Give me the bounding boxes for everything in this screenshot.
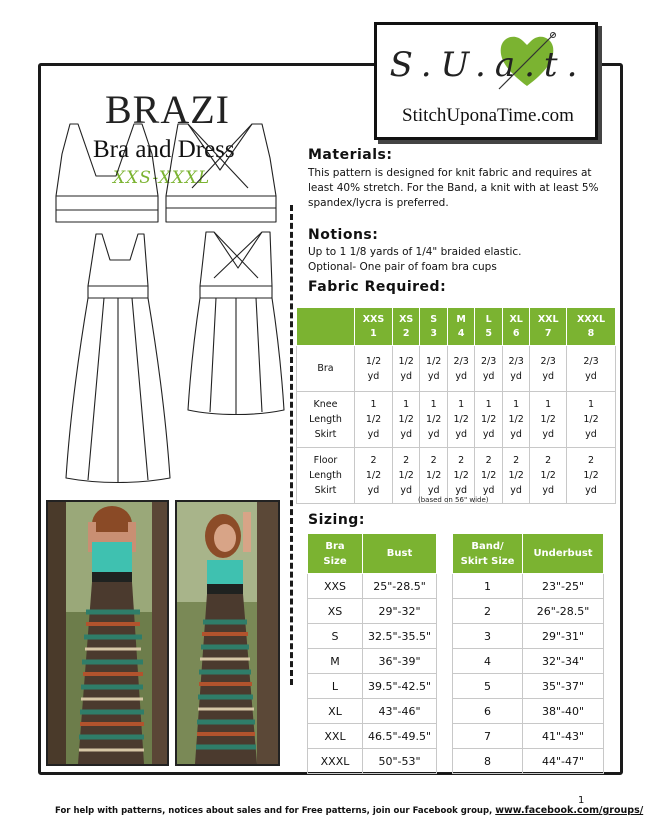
underbust-cell: 35"-37" <box>523 674 604 699</box>
pattern-subtitle: Bra and Dress <box>93 136 235 163</box>
notions-text <box>308 245 522 275</box>
table-row <box>308 599 437 624</box>
table-row <box>308 574 437 599</box>
fabric-cell: 2/3 yd <box>475 346 502 392</box>
fabric-cell: 2 1/2 yd <box>392 448 419 504</box>
fabric-cell: 2/3 yd <box>530 346 567 392</box>
table-row <box>308 624 437 649</box>
model-photo-front <box>175 500 280 766</box>
bust-cell: 43"-46" <box>363 699 437 724</box>
garment-line-drawings <box>48 118 288 490</box>
underbust-cell: 23"-25" <box>523 574 604 599</box>
table-row <box>453 749 604 774</box>
table-row <box>308 749 437 774</box>
underbust-cell: 44"-47" <box>523 749 604 774</box>
bust-cell: 50"-53" <box>363 749 437 774</box>
fabric-cell: 2 1/2 yd <box>420 448 447 504</box>
model-photo-back <box>46 500 169 766</box>
fabric-row-label: Floor Length Skirt <box>297 448 355 504</box>
bust-cell: 39.5"-42.5" <box>363 674 437 699</box>
table-row <box>308 699 437 724</box>
bust-cell: 29"-32" <box>363 599 437 624</box>
fabric-cell: 1 1/2 yd <box>392 392 419 448</box>
fabric-cell: 2/3 yd <box>447 346 474 392</box>
table-row <box>297 392 616 448</box>
bra-size-header: Bra Size <box>308 534 363 574</box>
logo-site-text: StitchUponaTime.com <box>402 105 574 126</box>
bra-size-cell: XXS <box>308 574 363 599</box>
bra-size-cell: XS <box>308 599 363 624</box>
page-number: 1 <box>578 795 585 806</box>
bust-header: Bust <box>363 534 437 574</box>
bra-size-cell: XXXL <box>308 749 363 774</box>
sizing-heading: Sizing: <box>308 512 365 528</box>
fabric-header-cell: L 5 <box>475 308 502 346</box>
bust-cell: 46.5"-49.5" <box>363 724 437 749</box>
fabric-header-cell: XL 6 <box>502 308 529 346</box>
logo-script-text: S.U.a.t. <box>389 45 587 85</box>
fabric-row-label: Bra <box>297 346 355 392</box>
fabric-header-row <box>297 308 616 346</box>
bust-cell: 32.5"-35.5" <box>363 624 437 649</box>
fabric-cell: 1/2 yd <box>392 346 419 392</box>
materials-line: spandex/lycra is preferred. <box>308 197 449 209</box>
underbust-cell: 41"-43" <box>523 724 604 749</box>
bra-size-cell: M <box>308 649 363 674</box>
table-row <box>308 724 437 749</box>
bra-size-cell: XL <box>308 699 363 724</box>
fabric-cell: 1 1/2 yd <box>475 392 502 448</box>
band-size-cell: 3 <box>453 624 523 649</box>
underbust-cell: 26"-28.5" <box>523 599 604 624</box>
table-row <box>453 674 604 699</box>
fabric-cell: 1 1/2 yd <box>566 392 615 448</box>
dress-front-drawing <box>88 234 148 286</box>
fabric-cell: 1/2 yd <box>355 346 393 392</box>
underbust-cell: 32"-34" <box>523 649 604 674</box>
fabric-cell: 1 1/2 yd <box>420 392 447 448</box>
fabric-cell: 1 1/2 yd <box>530 392 567 448</box>
bust-cell: 25"-28.5" <box>363 574 437 599</box>
fabric-header-cell: XXS 1 <box>355 308 393 346</box>
fabric-cell: 2 1/2 yd <box>475 448 502 504</box>
table-row <box>453 599 604 624</box>
fabric-cell: 1 1/2 yd <box>447 392 474 448</box>
notions-heading: Notions: <box>308 227 379 243</box>
band-size-cell: 4 <box>453 649 523 674</box>
fabric-cell: 2 1/2 yd <box>566 448 615 504</box>
fabric-header-cell: XS 2 <box>392 308 419 346</box>
fabric-cell: 2 1/2 yd <box>502 448 529 504</box>
table-row <box>453 724 604 749</box>
pattern-title: BRAZI <box>105 87 230 132</box>
dashed-divider <box>290 205 293 685</box>
bra-size-cell: L <box>308 674 363 699</box>
fabric-header-blank <box>297 308 355 346</box>
fabric-cell: 2 1/2 yd <box>530 448 567 504</box>
fabric-cell: 1 1/2 yd <box>502 392 529 448</box>
fabric-cell: 2 1/2 yd <box>355 448 393 504</box>
fabric-row-label: Knee Length Skirt <box>297 392 355 448</box>
fabric-header-cell: M 4 <box>447 308 474 346</box>
footer-text <box>0 805 658 816</box>
fabric-header-cell: S 3 <box>420 308 447 346</box>
notions-line: Up to 1 1/8 yards of 1/4" braided elastic. <box>308 246 522 258</box>
band-size-cell: 8 <box>453 749 523 774</box>
fabric-required-table <box>296 307 616 504</box>
fabric-header-cell: XXXL 8 <box>566 308 615 346</box>
underbust-cell: 38"-40" <box>523 699 604 724</box>
band-size-cell: 7 <box>453 724 523 749</box>
bust-cell: 36"-39" <box>363 649 437 674</box>
fabric-cell: 2/3 yd <box>502 346 529 392</box>
bra-size-table <box>307 533 437 774</box>
table-row <box>453 624 604 649</box>
materials-heading: Materials: <box>308 147 393 163</box>
pattern-size-range: XXS-XXXL <box>113 168 211 188</box>
materials-line: least 40% stretch. For the Band, a knit with at least 5% <box>308 182 599 194</box>
fabric-cell: 1/2 yd <box>420 346 447 392</box>
notions-line: Optional- One pair of foam bra cups <box>308 261 497 273</box>
brand-logo <box>374 22 598 140</box>
facebook-group-link[interactable]: www.facebook.com/groups/ <box>495 805 644 816</box>
fabric-width-note: (based on 56" wide) <box>418 496 489 504</box>
bra-front-drawing <box>56 124 158 196</box>
dress-back-drawing <box>200 232 272 286</box>
fabric-cell: 2/3 yd <box>566 346 615 392</box>
band-size-cell: 5 <box>453 674 523 699</box>
underbust-cell: 29"-31" <box>523 624 604 649</box>
fabric-cell: 1 1/2 yd <box>355 392 393 448</box>
bra-size-header-row <box>308 534 437 574</box>
table-row <box>308 649 437 674</box>
materials-line: This pattern is designed for knit fabric and requires at <box>308 167 592 179</box>
band-size-cell: 6 <box>453 699 523 724</box>
table-row <box>453 699 604 724</box>
fabric-required-heading: Fabric Required: <box>308 279 447 295</box>
fabric-header-cell: XXL 7 <box>530 308 567 346</box>
band-size-header-row <box>453 534 604 574</box>
table-row <box>453 574 604 599</box>
band-size-cell: 2 <box>453 599 523 624</box>
table-row <box>308 674 437 699</box>
band-size-cell: 1 <box>453 574 523 599</box>
table-row <box>297 346 616 392</box>
bra-size-cell: XXL <box>308 724 363 749</box>
table-row <box>453 649 604 674</box>
footer-message: For help with patterns, notices about sales and for Free patterns, join our Facebook group, <box>55 806 496 816</box>
bra-size-cell: S <box>308 624 363 649</box>
fabric-cell: 2 1/2 yd <box>447 448 474 504</box>
materials-text <box>308 166 599 211</box>
underbust-header: Underbust <box>523 534 604 574</box>
band-size-header: Band/ Skirt Size <box>453 534 523 574</box>
band-size-table <box>452 533 604 774</box>
